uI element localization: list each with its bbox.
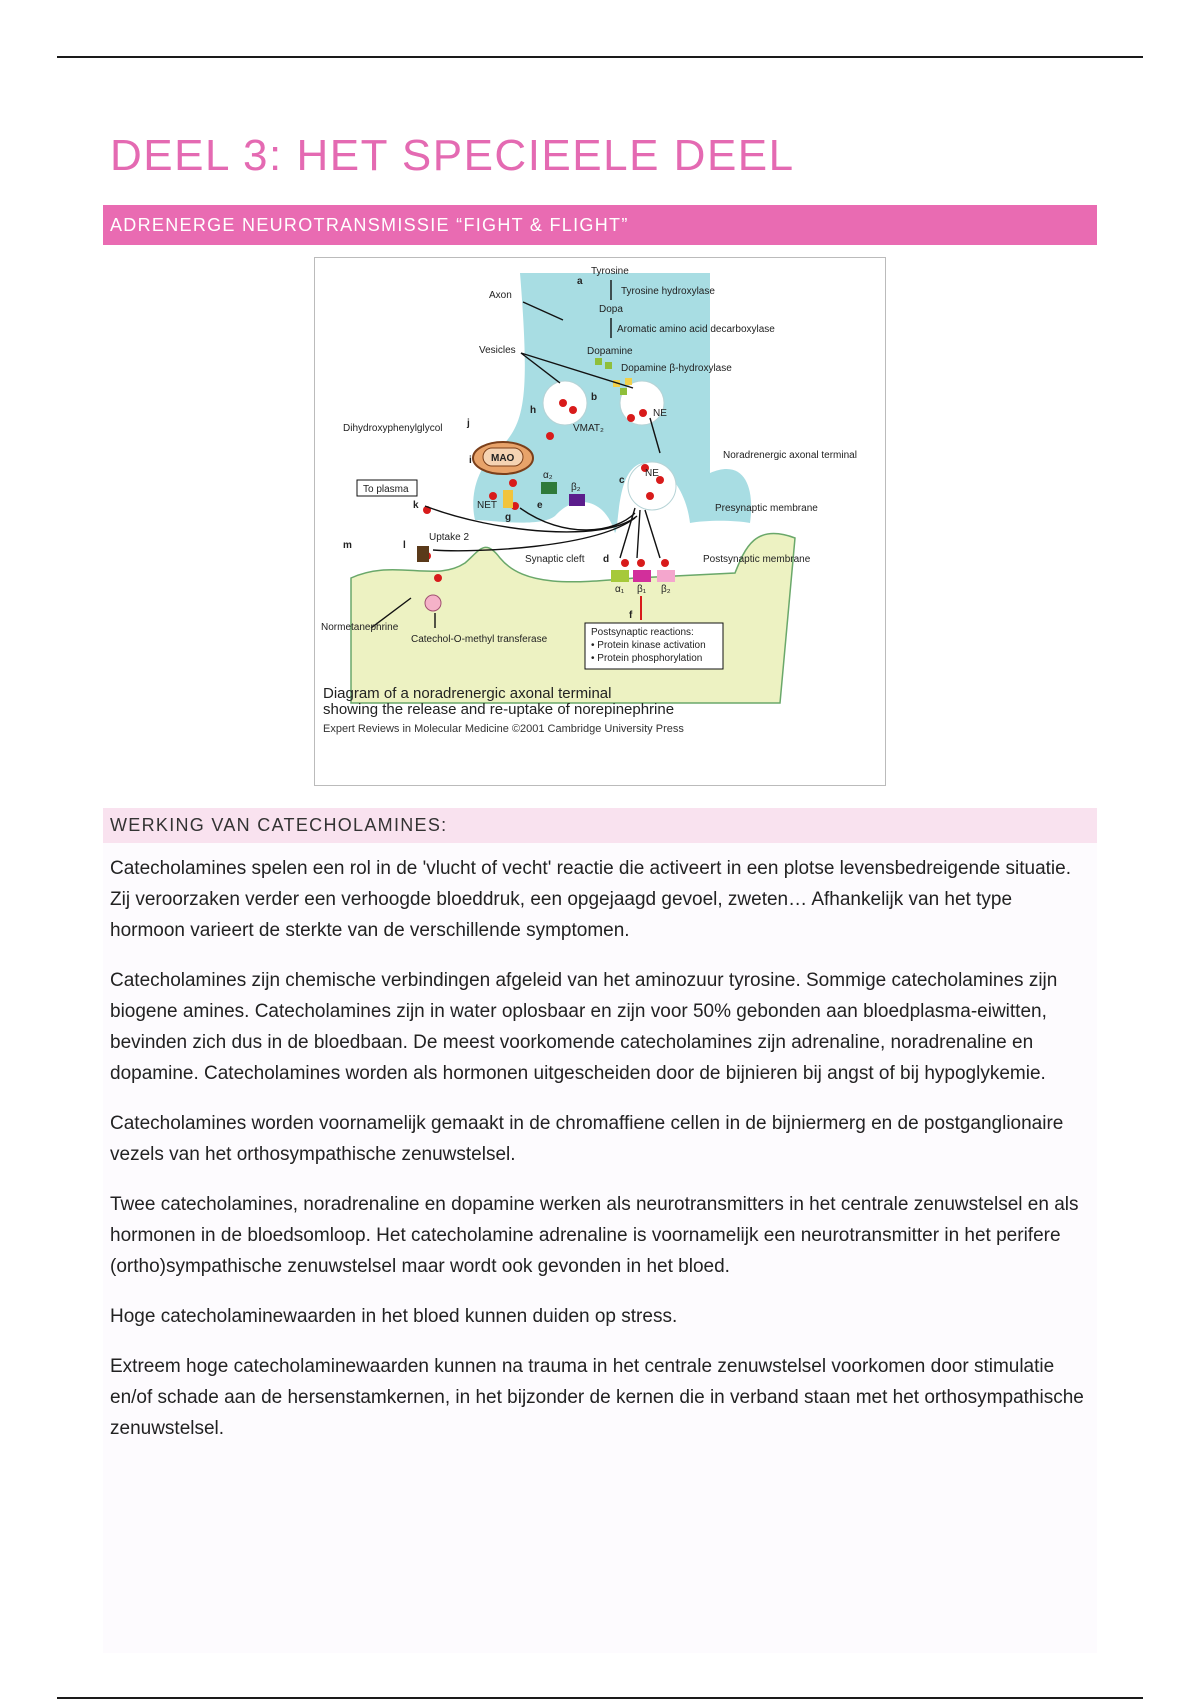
figure-caption-line2: showing the release and re-uptake of norepinephrine <box>323 700 675 718</box>
label-comt: Catechol-O-methyl transferase <box>411 633 548 645</box>
label-noradrenergic-terminal: Noradrenergic axonal terminal <box>723 449 857 461</box>
label-ne: NE <box>653 407 667 419</box>
label-dopa: Dopa <box>599 303 623 315</box>
page-content <box>103 130 1097 1653</box>
marker-h: h <box>530 404 537 416</box>
marker-d: d <box>603 553 610 565</box>
label-alpha2: α₂ <box>543 469 553 481</box>
label-normetanephrine: Normetanephrine <box>321 621 399 633</box>
label-to-plasma: To plasma <box>363 483 409 495</box>
marker-i: i <box>469 454 472 466</box>
label-dopamine: Dopamine <box>587 345 633 357</box>
label-vesicles: Vesicles <box>479 344 516 356</box>
label-axon: Axon <box>489 289 512 301</box>
paragraph: Twee catecholamines, noradrenaline en dopamine werken als neurotransmitters in het centrale zenuwstelsel en als hormonen in de bloedsomloop. Het catecholamine adrenaline is voornamelijk een neurotransmitter in het perifere (ortho)sympathische zenuwstelsel maar wordt ook gevonden in het bloed. <box>110 1193 1079 1277</box>
label-beta1: β₁ <box>637 583 647 595</box>
label-presynaptic: Presynaptic membrane <box>715 502 818 514</box>
label-post-reactions: Postsynaptic reactions: <box>591 626 694 638</box>
label-pp: • Protein phosphorylation <box>591 652 703 664</box>
label-vmat: VMAT₂ <box>573 422 604 434</box>
label-postsynaptic: Postsynaptic membrane <box>703 553 811 565</box>
label-beta2: β₂ <box>661 583 671 595</box>
label-tyrosine: Tyrosine <box>591 265 629 277</box>
marker-k: k <box>413 499 419 511</box>
paragraph: Extreem hoge catecholaminewaarden kunnen na trauma in het centrale zenuwstelsel voorkomen door stimulatie en/of schade aan de hersenstamkernen, in het bijzonder de kernen die in verband staan met het orthosympathische zenuwstelsel. <box>110 1355 1084 1439</box>
label-net: NET <box>477 499 497 511</box>
label-mao: MAO <box>491 452 515 464</box>
paragraph: Catecholamines worden voornamelijk gemaakt in de chromaffiene cellen in de bijniermerg en de postganglionaire vezels van het orthosympathische zenuwstelsel. <box>110 1112 1064 1165</box>
label-dhpg: Dihydroxyphenylglycol <box>343 422 443 434</box>
subsection-heading: WERKING VAN CATECHOLAMINES: <box>103 808 1097 843</box>
beta2-pre-receptor <box>569 494 585 506</box>
body-text <box>103 843 1097 1653</box>
diagram-svg <box>315 258 885 785</box>
marker-j: j <box>467 417 470 429</box>
label-dbh: Dopamine β-hydroxylase <box>621 362 732 374</box>
uptake2-transporter <box>417 546 429 562</box>
figure-caption-line1: Diagram of a noradrenergic axonal terminal <box>323 684 612 702</box>
marker-l: l <box>403 539 406 551</box>
paragraph: Hoge catecholaminewaarden in het bloed kunnen duiden op stress. <box>110 1305 678 1327</box>
top-rule <box>57 56 1143 58</box>
section-heading: ADRENERGE NEUROTRANSMISSIE “FIGHT & FLIGHT” <box>103 205 1097 245</box>
marker-m: m <box>343 539 352 551</box>
alpha2-receptor <box>541 482 557 494</box>
label-uptake2: Uptake 2 <box>429 531 470 543</box>
alpha1-receptor <box>611 570 629 582</box>
comt-enzyme <box>425 595 441 611</box>
label-ne-2: NE <box>645 467 659 479</box>
marker-e: e <box>537 499 543 511</box>
noradrenergic-diagram <box>314 257 886 786</box>
paragraph: Catecholamines spelen een rol in de 'vlucht of vecht' reactie die activeert in een plotse levensbedreigende situatie. Zij veroorzaken verder een verhoogde bloeddruk, een opgejaagd gevoel, zweten… Afhankelijk van het type hormoon varieert de sterkte van de verschillende symptomen. <box>110 857 1072 941</box>
paragraph: Catecholamines zijn chemische verbindingen afgeleid van het aminozuur tyrosine. Sommige catecholamines zijn biogene amines. Catecholamines zijn in water oplosbaar en zijn voor 50% gebonden aan bloedplasma-eiwitten, bevinden zich dus in de bloedbaan. De meest voorkomende catecholamines zijn adrenaline, noradrenaline en dopamine. Catecholamines worden als hormonen uitgescheiden door de bijnieren bij angst of bij hypoglykemie. <box>110 969 1058 1084</box>
figure-credit: Expert Reviews in Molecular Medicine ©2001 Cambridge University Press <box>323 722 684 735</box>
marker-b: b <box>591 391 598 403</box>
label-tyrosine-hydroxylase: Tyrosine hydroxylase <box>621 285 715 297</box>
marker-f: f <box>629 609 633 621</box>
net-transporter <box>503 490 513 508</box>
label-synaptic-cleft: Synaptic cleft <box>525 553 585 565</box>
label-pka: • Protein kinase activation <box>591 639 706 651</box>
label-alpha1: α₁ <box>615 583 625 595</box>
marker-a: a <box>577 275 583 287</box>
marker-c: c <box>619 474 625 486</box>
label-beta2-pre: β₂ <box>571 481 581 493</box>
beta2-receptor <box>657 570 675 582</box>
bottom-rule <box>57 1697 1143 1699</box>
marker-g: g <box>505 511 512 523</box>
page-title: DEEL 3: HET SPECIEELE DEEL <box>110 131 795 180</box>
beta1-receptor <box>633 570 651 582</box>
label-aadc: Aromatic amino acid decarboxylase <box>617 323 775 335</box>
